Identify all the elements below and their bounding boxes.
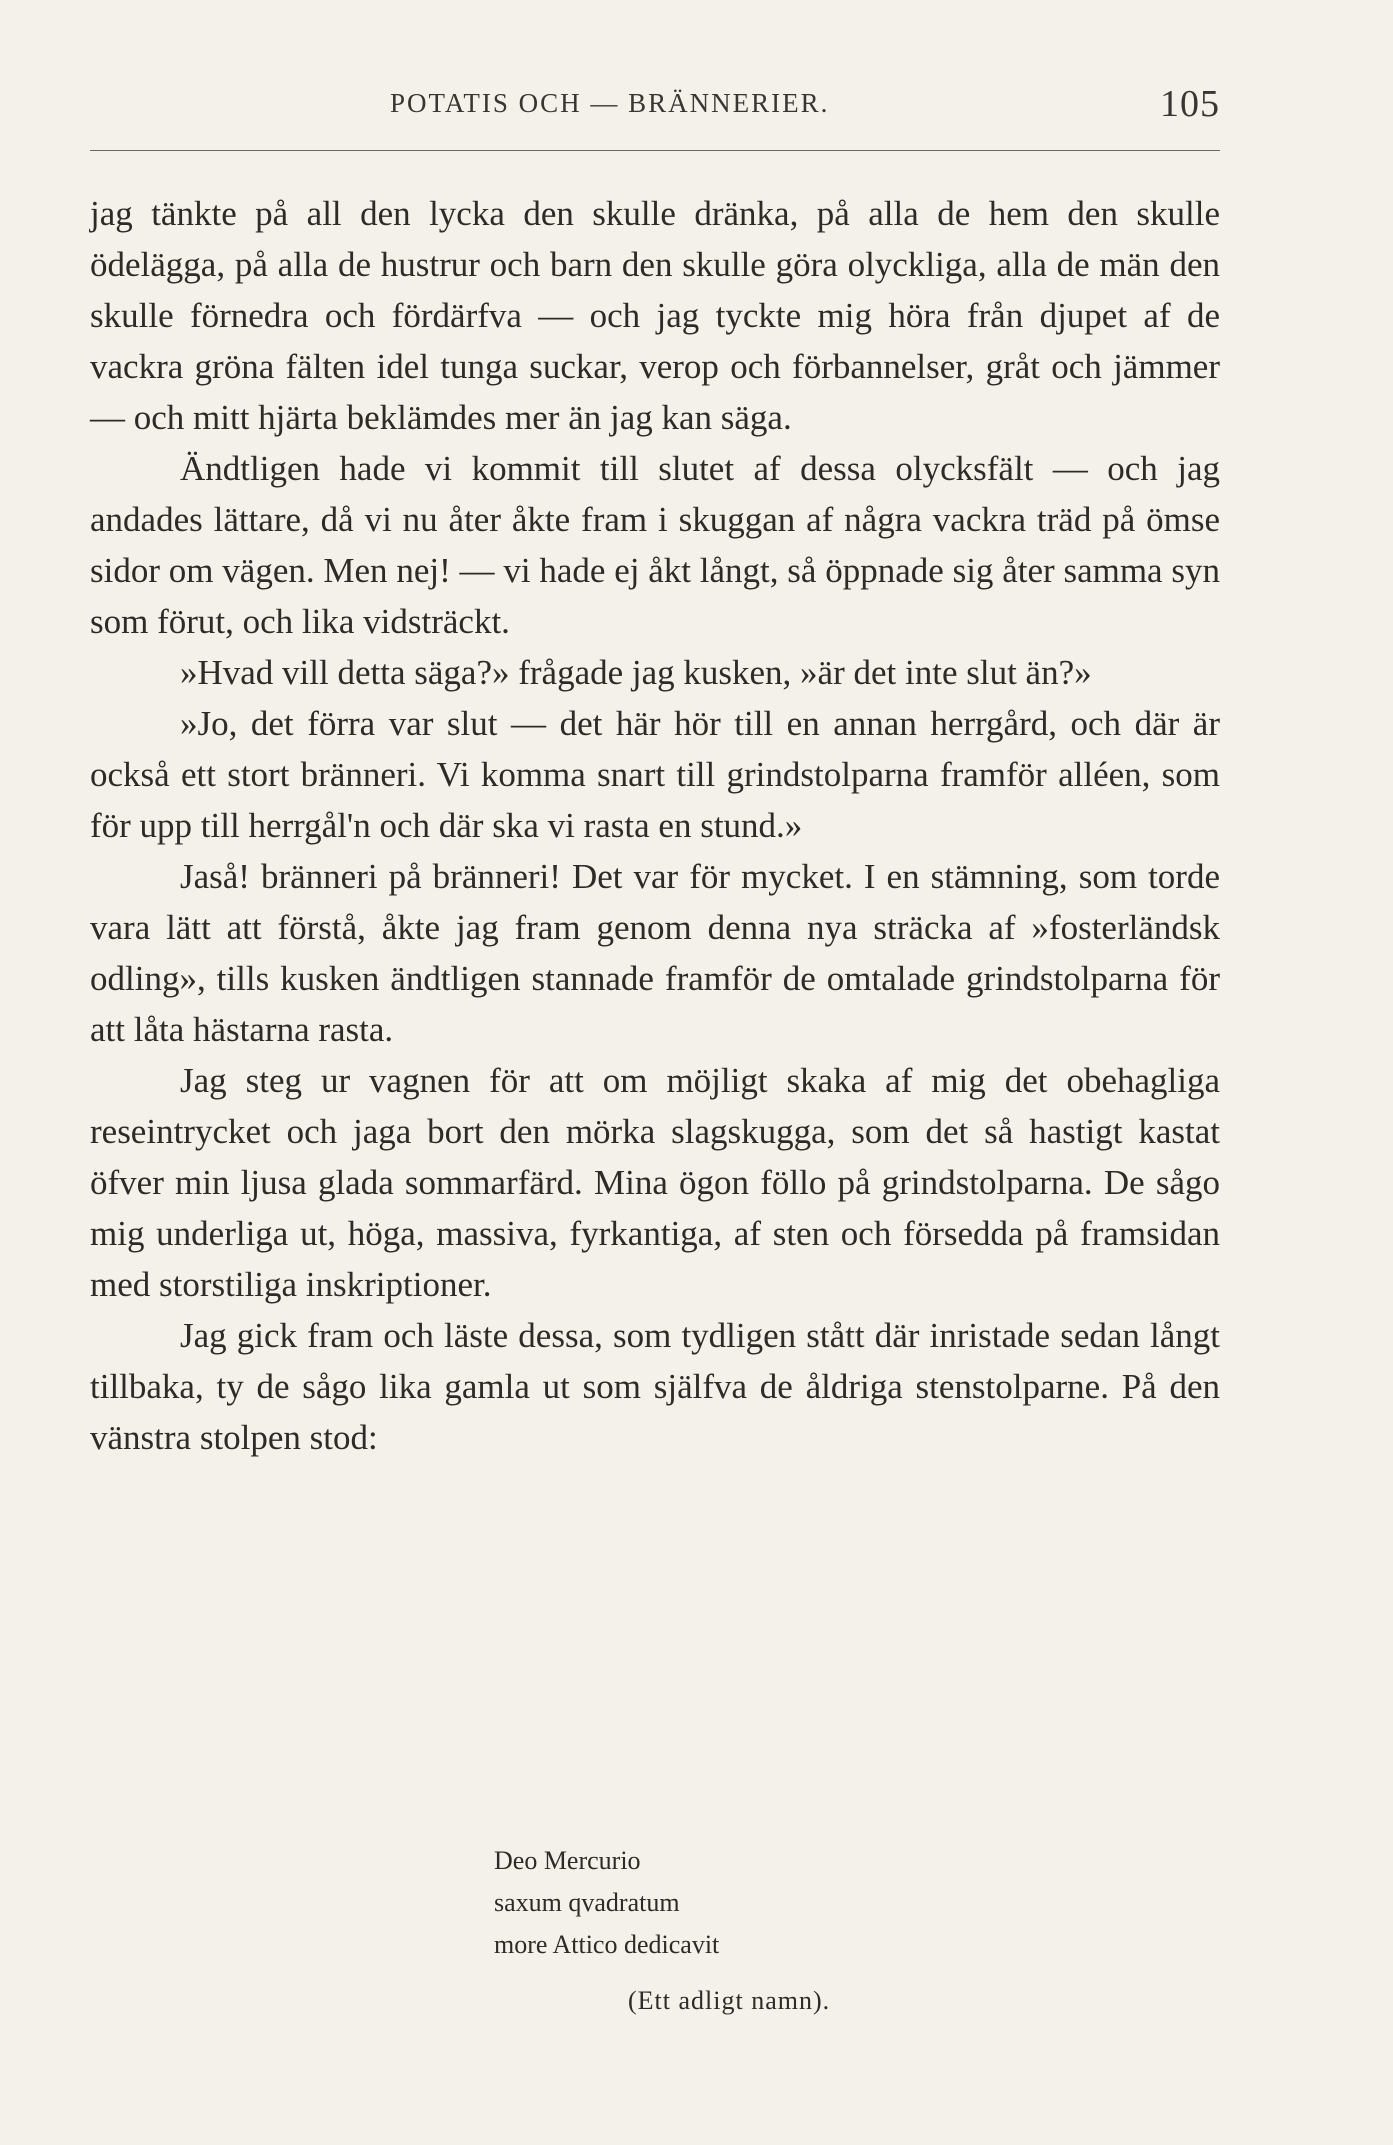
paragraph: jag tänkte på all den lycka den skulle dränka, på alla de hem den skulle ödelägga, på alla de hustrur och barn den skulle göra olyckliga, alla de män den skulle förnedra och fördärfva — och jag tyckte mig höra från djupet af de vackra gröna fälten idel tunga suckar, verop och förbannelser, gråt och jämmer — och mitt hjärta beklämdes mer än jag kan säga. — [90, 194, 1220, 437]
inscription-block — [494, 1840, 1014, 2022]
paragraph: Jag steg ur vagnen för att om möjligt skaka af mig det obehagliga reseintrycket och jaga bort den mörka slagskugga, som det så hastigt kastat öfver min ljusa glada sommarfärd. Mina ögon föllo på grindstolparna. De sågo mig underliga ut, höga, massiva, fyrkantiga, af sten och försedda på framsidan med storstiliga inskriptioner. — [90, 1061, 1220, 1304]
inscription-line: Deo Mercurio — [494, 1846, 641, 1875]
inscription-line: more Attico dedicavit — [494, 1930, 720, 1959]
inscription-note: (Ett adligt namn). — [628, 1986, 831, 2015]
page-number: 105 — [1160, 83, 1220, 125]
page-header — [90, 83, 1220, 138]
paragraph: Jag gick fram och läste dessa, som tydligen stått där inristade sedan långt tillbaka, ty de sågo lika gamla ut som själfva de åldriga stenstolparne. På den vänstra stolpen stod: — [90, 1316, 1220, 1457]
body-text — [90, 188, 1220, 1463]
running-head: POTATIS OCH — BRÄNNERIER. — [390, 88, 830, 118]
paragraph: Ändtligen hade vi kommit till slutet af dessa olycksfält — och jag andades lättare, då vi nu åter åkte fram i skuggan af några vackra träd på ömse sidor om vägen. Men nej! — vi hade ej åkt långt, så öppnade sig åter samma syn som förut, och lika vidsträckt. — [90, 449, 1220, 641]
header-rule — [90, 150, 1220, 151]
paragraph: Jaså! bränneri på bränneri! Det var för mycket. I en stämning, som torde vara lätt att förstå, åkte jag fram genom denna nya sträcka af »fosterländsk odling», tills kusken ändtligen stannade framför de omtalade grindstolparna för att låta hästarna rasta. — [90, 857, 1220, 1049]
paragraph: »Hvad vill detta säga?» frågade jag kusken, »är det inte slut än?» — [180, 653, 1092, 692]
inscription-line: saxum qvadratum — [494, 1888, 680, 1917]
paragraph: »Jo, det förra var slut — det här hör till en annan herrgård, och där är också ett stort bränneri. Vi komma snart till grindstolparna framför alléen, som för upp till herrgål'n och där ska vi rasta en stund.» — [90, 704, 1220, 845]
